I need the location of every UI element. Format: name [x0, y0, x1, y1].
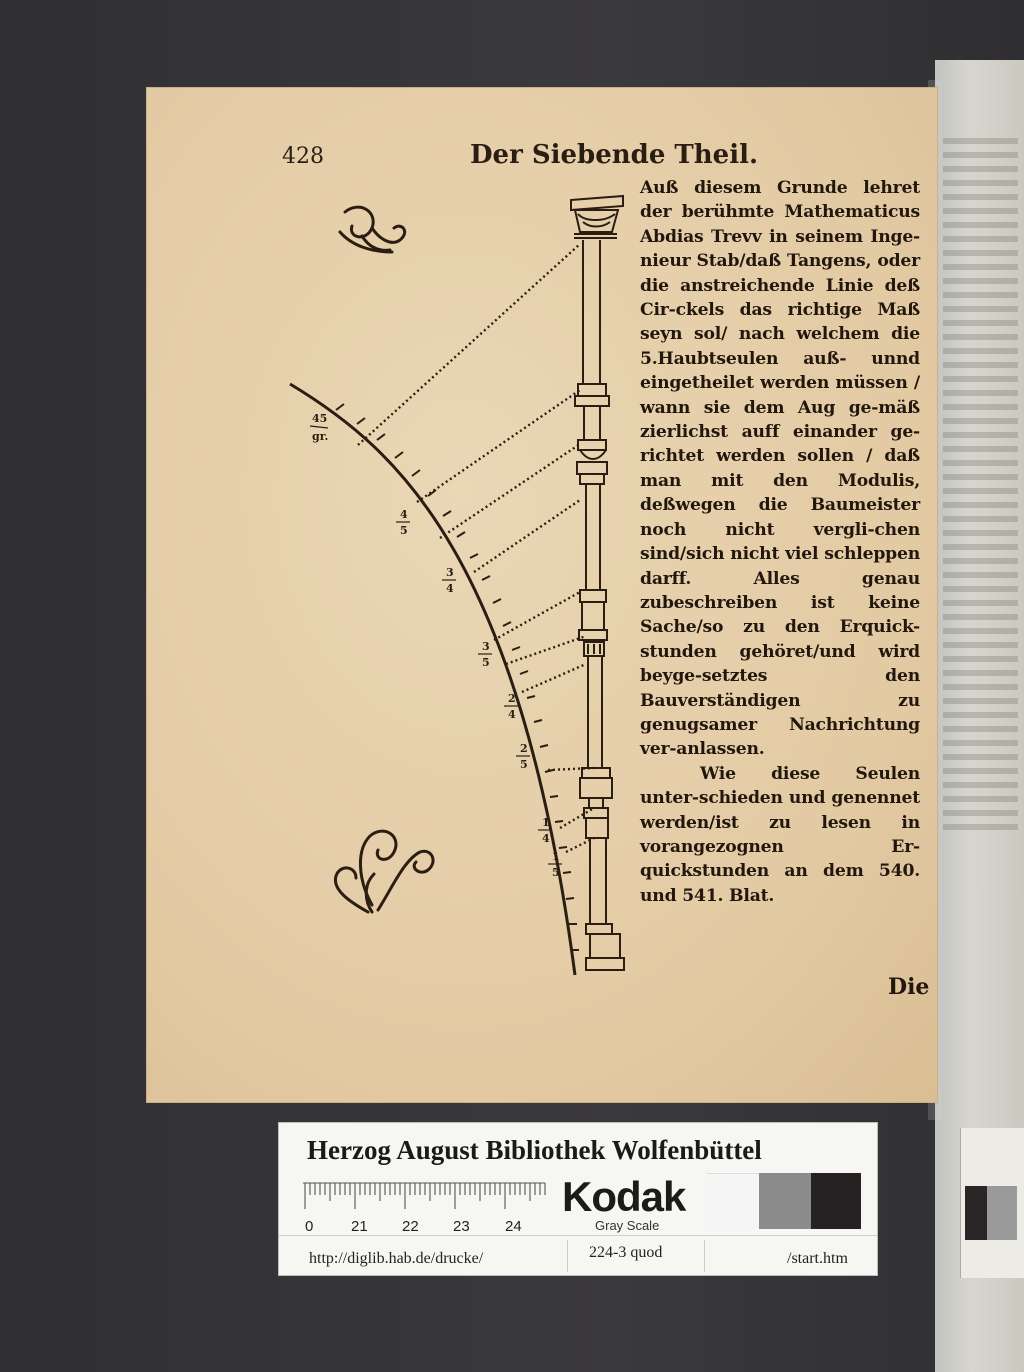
- adjacent-color-card: [960, 1128, 1024, 1278]
- fraction-numerator: 1: [542, 816, 550, 829]
- fraction-denominator: 4: [508, 708, 516, 721]
- fraction-numerator: 45: [312, 412, 328, 425]
- fraction-label: [478, 640, 492, 669]
- start-url: /start.htm: [787, 1250, 848, 1267]
- arc-tick-marks: [336, 404, 579, 950]
- ornament-top-icon: [340, 207, 405, 252]
- fraction-numerator: 2: [520, 742, 528, 755]
- fraction-denominator: 4: [446, 582, 454, 595]
- gray-patch-mid: [759, 1173, 811, 1229]
- fraction-denominator: 5: [400, 524, 408, 537]
- divider: [704, 1240, 705, 1272]
- sight-lines: [358, 244, 594, 852]
- gray-patch-dark: [811, 1173, 861, 1229]
- ruler-ticks: [305, 1183, 545, 1209]
- library-name: Herzog August Bibliothek Wolfenbüttel: [307, 1135, 762, 1165]
- fraction-label: [310, 412, 328, 443]
- fraction-denominator: 5: [520, 758, 528, 771]
- ruler-label: 0: [305, 1218, 314, 1235]
- fraction-numerator: 3: [482, 640, 490, 653]
- body-text: [640, 176, 920, 908]
- ruler-label: 24: [505, 1218, 522, 1235]
- fraction-denominator: 5: [552, 866, 560, 879]
- fraction-numerator: 1: [552, 850, 560, 863]
- library-url: http://diglib.hab.de/drucke/: [309, 1250, 484, 1267]
- divider: [567, 1240, 568, 1272]
- fraction-denominator: 5: [482, 656, 490, 669]
- ruler-label: 23: [453, 1218, 470, 1235]
- paragraph: Wie diese Seulen unter-schieden und genennet werden/ist zu lesen in vorangezognen Er-quickstunden an dem 540. und 541. Blat.: [640, 763, 920, 906]
- gray-patch-white: [707, 1173, 759, 1230]
- fraction-numerator: 4: [400, 508, 408, 521]
- ruler-label: 21: [351, 1218, 368, 1235]
- paragraph: Auß diesem Grunde lehret der berühmte Mathematicus Abdias Trevv in seinem Inge-nieur Stab/daß Tangens, oder die anstreichende Linie deß Cir-ckels das richtige Maß seyn sol/ nach welchem die 5.Haubtseulen auß- unnd eingetheilet werden müssen / wann sie dem Aug ge-mäß zierlichst auff einander ge-richtet werden sollen / daß man mit den Modulis, deßwegen die Baumeister noch nicht vergli-chen sind/sich nicht viel schleppen darff. Alles genau zubeschreiben ist keine Sache/so zu den Erquick-stunden gehöret/und wird beyge-setztes den Bauverständigen zu genugsamer Nachrichtung ver-anlassen.: [640, 178, 920, 760]
- library-color-card: [278, 1122, 878, 1276]
- running-head: Der Siebende Theil.: [470, 140, 759, 170]
- fraction-denominator: 4: [542, 832, 550, 845]
- page-number: 428: [282, 144, 324, 169]
- tangent-arc: [290, 384, 575, 975]
- fraction-denominator: gr.: [312, 430, 329, 443]
- ruler-label: 22: [402, 1218, 419, 1235]
- fraction-numerator: 2: [508, 692, 516, 705]
- column-drawing: [571, 196, 624, 970]
- kodak-logo: Kodak: [562, 1173, 686, 1220]
- fraction-label: [442, 566, 456, 595]
- gray-scale-label: Gray Scale: [595, 1218, 660, 1233]
- ornament-bottom-icon: [335, 831, 433, 912]
- gray-patch-mid: [987, 1186, 1017, 1240]
- fraction-label: [516, 742, 530, 771]
- scale-ruler: [301, 1179, 547, 1235]
- gray-patch-dark: [965, 1186, 987, 1240]
- catchword: Die: [888, 974, 930, 1000]
- fraction-label: [396, 508, 410, 537]
- card-footer: [279, 1235, 877, 1276]
- shelfmark: 224-3 quod: [589, 1244, 663, 1261]
- fraction-numerator: 3: [446, 566, 454, 579]
